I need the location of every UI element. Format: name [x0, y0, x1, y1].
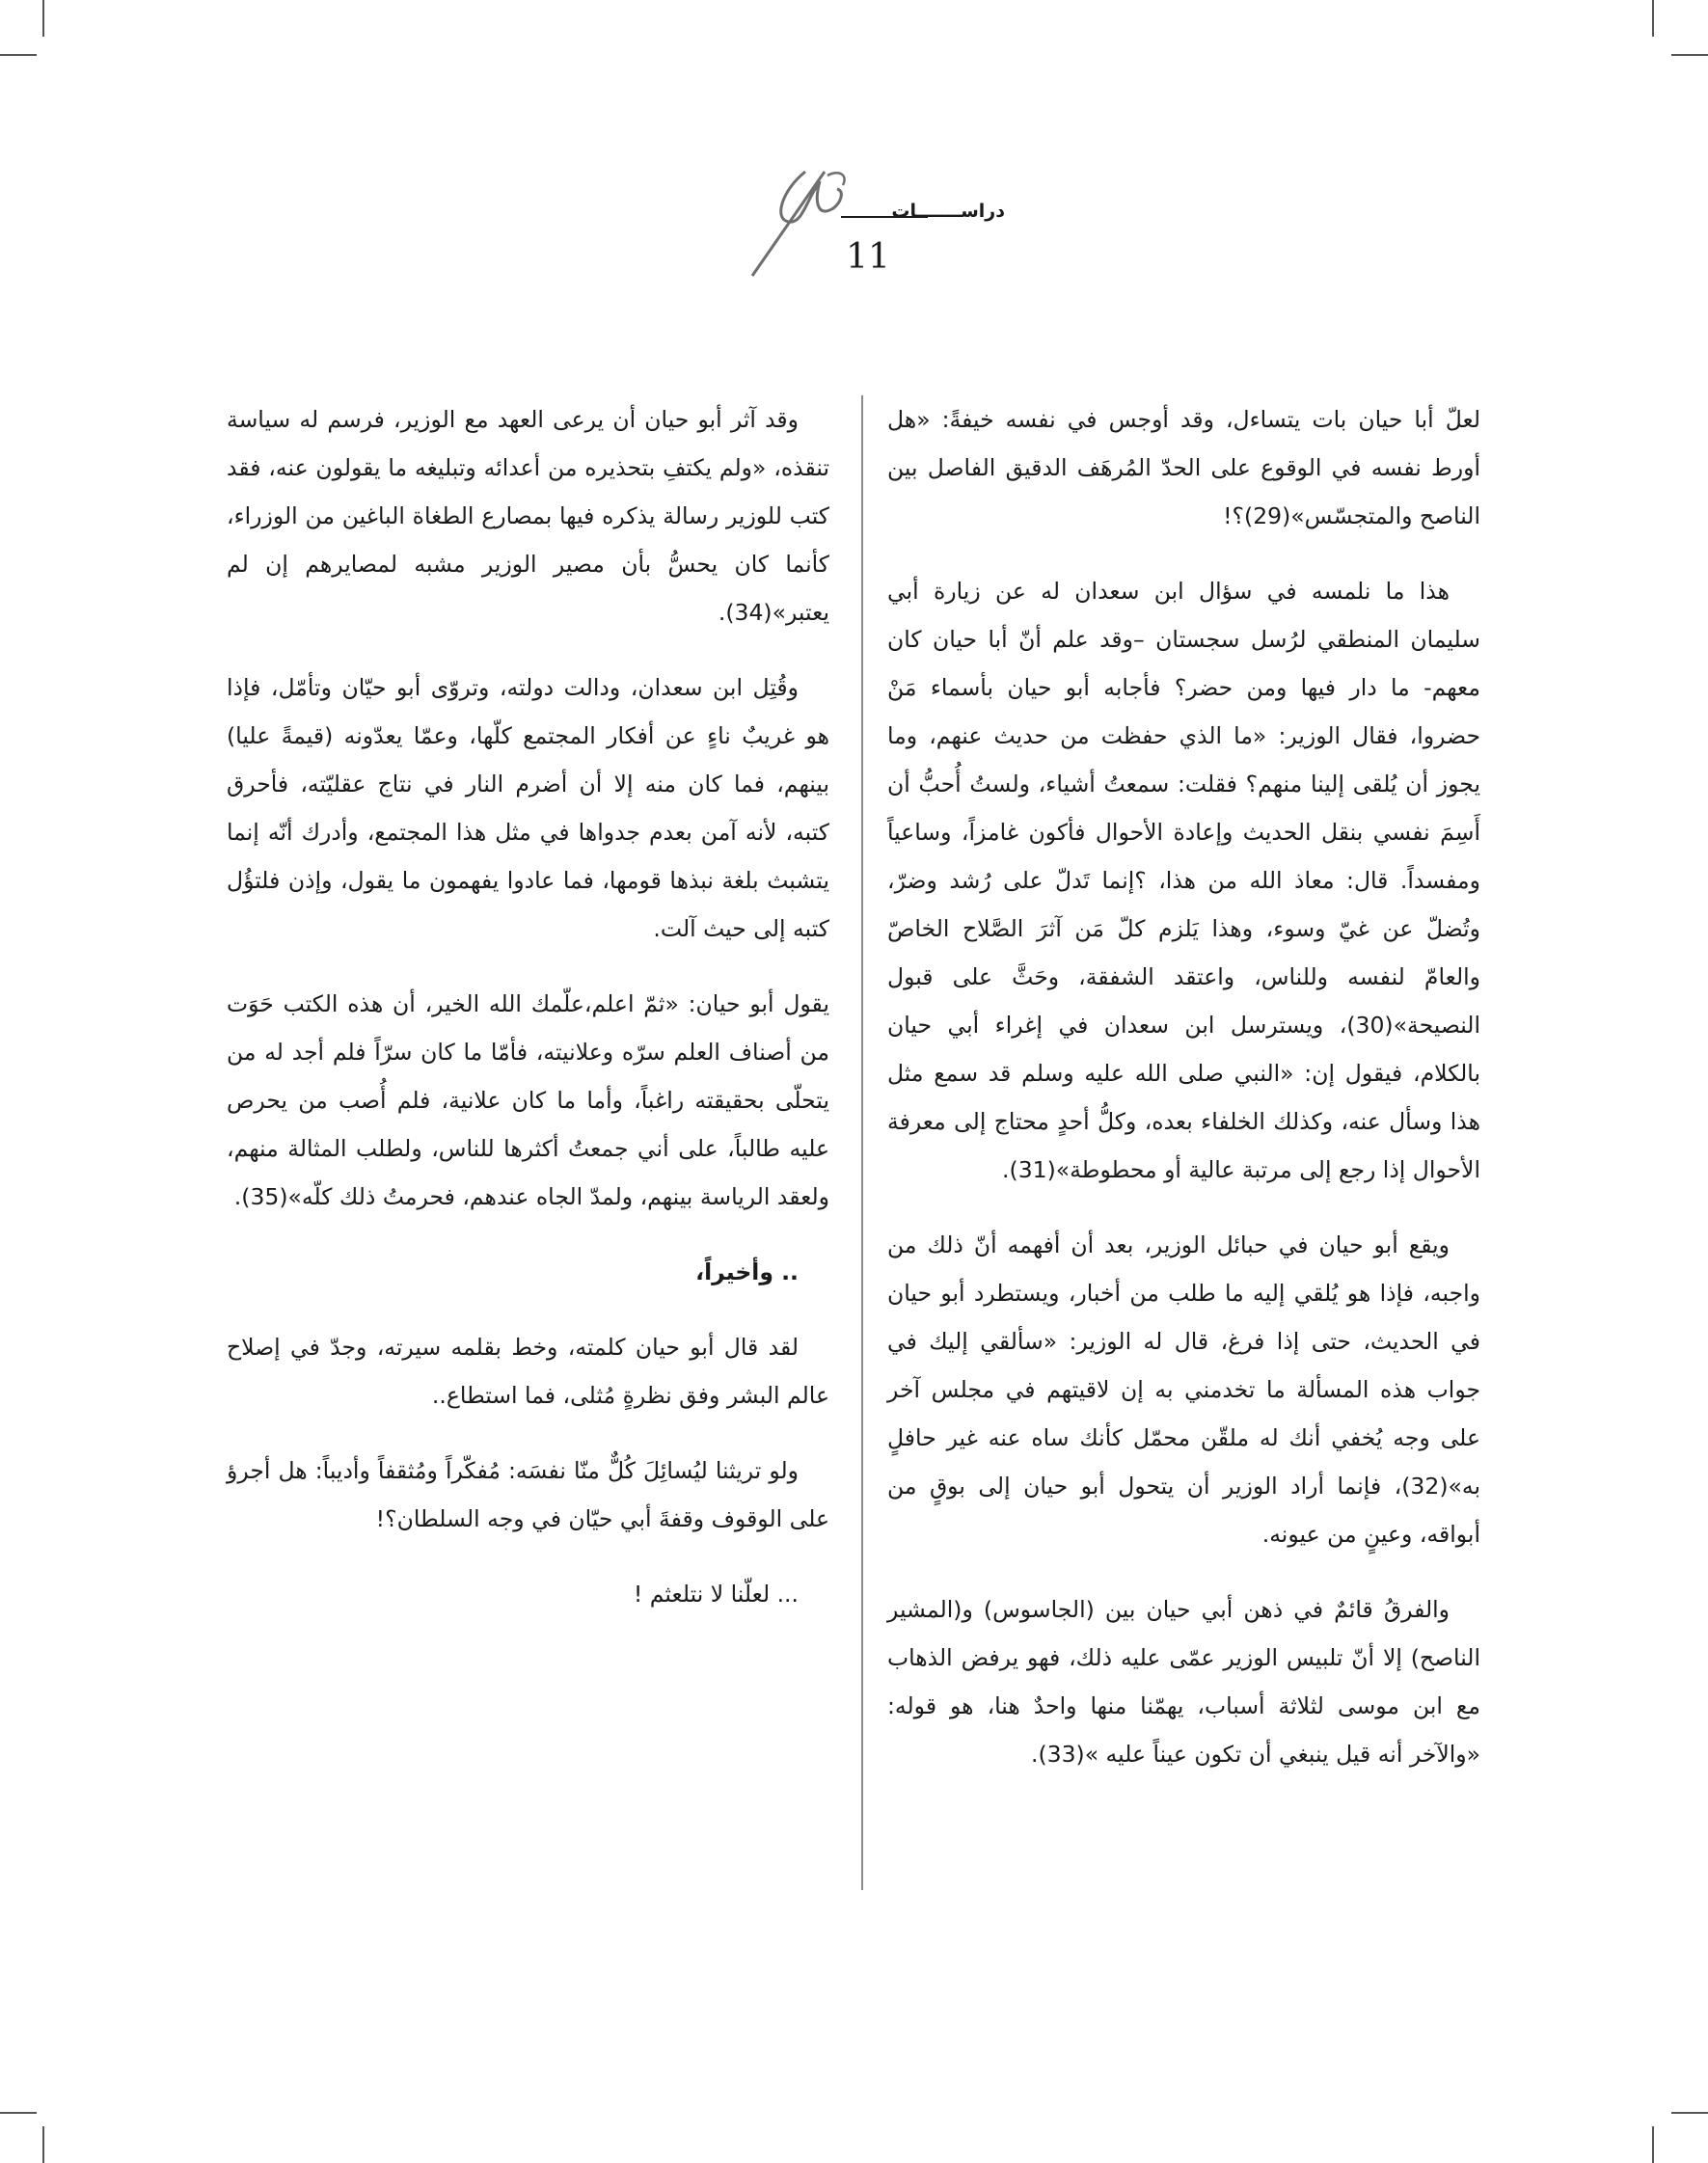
crop-mark — [1652, 2126, 1654, 2163]
section-label: دراســـــــات — [891, 201, 1005, 222]
paragraph: لقد قال أبو حيان كلمته، وخط بقلمه سيرته، وجدّ في إصلاح عالم البشر وفق نظرةٍ مُثلى، فما استطاع.. — [227, 1334, 829, 1409]
crop-mark — [42, 0, 44, 37]
paragraph: لعلّ أبا حيان بات يتساءل، وقد أوجس في نفسه خيفةً: «هل أورط نفسه في الوقوع على الحدّ المُرهَف الدقيق الفاصل بين الناصح والمتجسّس»(29)؟! — [887, 406, 1480, 529]
right-column — [887, 395, 1480, 1805]
crop-mark — [0, 54, 37, 56]
crop-mark — [1652, 0, 1654, 37]
crop-mark — [1671, 2112, 1708, 2114]
paragraph: يقول أبو حيان: «ثمّ اعلم،علّمك الله الخير، أن هذه الكتب حَوَت من أصناف العلم سرّه وعلانيته، فأمّا ما كان سرّاً فلم أجد له من يتحلّى بحقيقته راغباً، وأما ما كان علانية، فلم أُصب من يحرص عليه طالباً، على أني جمعتُ أكثرها للناس، ولطلب المثالة منهم، ولعقد الرياسة بينهم، ولمدّ الجاه عندهم، فحرمتُ ذلك كلّه»(35). — [227, 990, 829, 1210]
subheading: .. وأخيراً، — [695, 1258, 799, 1285]
column-divider — [861, 395, 863, 1890]
crop-mark — [0, 2112, 37, 2114]
paragraph: ولو تريثنا ليُسائِلَ كُلٌّ منّا نفسَه: مُفكّراً ومُثقفاً وأديباً: هل أجرؤ على الوقوف وقفةَ أبي حيّان في وجه السلطان؟! — [227, 1457, 829, 1532]
paragraph: هذا ما نلمسه في سؤال ابن سعدان له عن زيارة أبي سليمان المنطقي لرُسل سجستان –وقد علم أنّ أبا حيان كان معهم- ما دار فيها ومن حضر؟ فأجابه أبو حيان بأسماء مَنْ حضروا، فقال الوزير: «ما الذي حفظت من حديث عنهم، وما يجوز أن يُلقى إلينا منهم؟ فقلت: سمعتُ أشياء، ولستُ أُحبُّ أن أَسِمَ نفسي بنقل الحديث وإعادة الأحوال فأكون غامزاً، وساعياً ومفسداً. قال: معاذ الله من هذا، ؟إنما تَدلّ على رُشد وضرّ، وتُضلّ عن غيّ وسوء، وهذا يَلزم كلّ مَن آثرَ الصَّلاح الخاصّ والعامّ لنفسه وللناس، واعتقد الشفقة، وحَثَّ على قبول النصيحة»(30)، ويسترسل ابن سعدان في إغراء أبي حيان بالكلام، فيقول إن: «النبي صلى الله عليه وسلم قد سمع مثل هذا وسأل عنه، وكذلك الخلفاء بعده، وكلُّ أحدٍ محتاج إلى معرفة الأحوال إذا رجع إلى مرتبة عالية أو محطوطة»(31). — [887, 578, 1480, 1183]
left-column — [227, 395, 829, 1645]
crop-mark — [42, 2126, 44, 2163]
paragraph: ويقع أبو حيان في حبائل الوزير، بعد أن أفهمه أنّ ذلك من واجبه، فإذا هو يُلقي إليه ما طلب من أخبار، ويستطرد أبو حيان في الحديث، حتى إذا فرغ، قال له الوزير: «سألقي إليك في جواب هذه المسألة ما تخدمني به إن لاقيتهم في مجلس آخر على وجه يُخفي أنك له ملقّن محمّل كأنك ساه عنه غير حافلٍ به»(32)، فإنما أراد الوزير أن يتحول أبو حيان إلى بوقٍ من أبواقه، وعينٍ من عيونه. — [887, 1231, 1480, 1548]
page-number: 11 — [846, 237, 890, 277]
paragraph: ... لعلّنا لا نتلعثم ! — [633, 1581, 799, 1608]
paragraph: وقد آثر أبو حيان أن يرعى العهد مع الوزير، فرسم له سياسة تنقذه، «ولم يكتفِ بتحذيره من أعدائه وتبليغه ما يقولون عنه، فقد كتب للوزير رسالة يذكره فيها بمصارع الطغاة الباغين من الوزراء، كأنما كان يحسُّ بأن مصير الوزير مشبه لمصايرهم إن لم يعتبر»(34). — [227, 406, 829, 626]
crop-mark — [1671, 54, 1708, 56]
paragraph: وقُتِل ابن سعدان، ودالت دولته، وتروّى أبو حيّان وتأمّل، فإذا هو غريبٌ ناءٍ عن أفكار المجتمع كلّها، وعمّا يعدّونه (قيمةً عليا) بينهم، فما كان منه إلا أن أضرم النار في نتاج عقليّته، فأحرق كتبه، لأنه آمن بعدم جدواها في مثل هذا المجتمع، وأدرك أنّه إنما يتشبث بلغة نبذها قومها، فما عادوا يفهمون ما يقول، وإذن فلتؤُل كتبه إلى حيث آلت. — [227, 674, 829, 942]
page-header — [714, 162, 1022, 287]
paragraph: والفرقُ قائمٌ في ذهن أبي حيان بين (الجاسوس) و(المشير الناصح) إلا أنّ تلبيس الوزير عمّى عليه ذلك، فهو يرفض الذهاب مع ابن موسى لثلاثة أسباب، يهمّنا منها واحدٌ هنا، هو قوله: «والآخر أنه قيل ينبغي أن تكون عيناً عليه »(33). — [887, 1596, 1480, 1768]
